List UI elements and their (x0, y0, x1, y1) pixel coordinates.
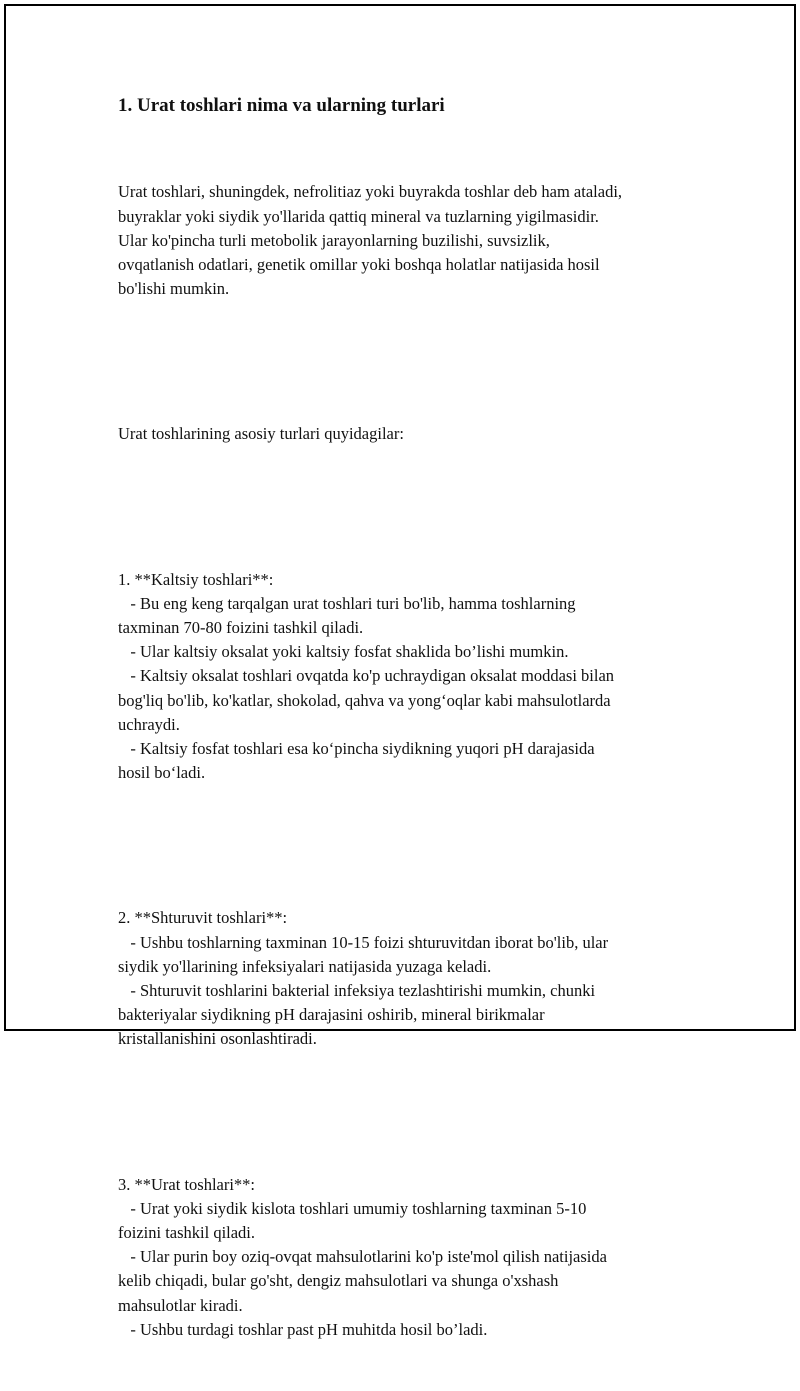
document-title: 1. Urat toshlari nima va ularning turlari (118, 95, 445, 116)
section-calcium-stones: 1. **Kaltsiy toshlari**: - Bu eng keng tarqalgan urat toshlari turi bo'lib, hamma toshlarning taxminan 70-80 foizini tashkil qiladi. - Ular kaltsiy oksalat yoki kaltsiy fosfat shaklida bo’lishi mumkin. - Kaltsiy oksalat toshlari ovqatda ko'p uchraydigan oksalat moddasi bilan bog'liq bo'lib, ko'katlar, shokolad, qahva va yong‘oqlar kabi mahsulotlarda uchraydi. - Kaltsiy fosfat toshlari esa ko‘pincha siydikning yuqori pH darajasida hosil bo‘ladi. (118, 569, 615, 783)
section-urate-stones: 3. **Urat toshlari**: - Urat yoki siydik kislota toshlari umumiy toshlarning taxminan 5-10 foizini tashkil qiladi. - Ular purin boy oziq-ovqat mahsulotlarini ko'p iste'mol qilish natijasida kelib chiqadi, bular go'sht, dengiz mahsulotlari va shunga o'xshash mahsulotlar kiradi. - Ushbu turdagi toshlar past pH muhitda hosil bo’ladi. (118, 1174, 607, 1339)
document-body (118, 92, 718, 1391)
blank-line (118, 350, 718, 374)
types-heading: Urat toshlarining asosiy turlari quyidagilar: (118, 424, 404, 444)
section-struvite-stones: 2. **Shturuvit toshlari**: - Ushbu toshlarning taxminan 10-15 foizi shturuvitdan iborat bo'lib, ular siydik yo'llarining infeksiyalari natijasida yuzaga keladi. - Shturuvit toshlarini bakterial infeksiya tezlashtirishi mumkin, chunki bakteriyalar siydikning pH darajasini oshirib, mineral birikmalar kristallanishini osonlashtiradi. (118, 908, 609, 1049)
blank-line (118, 1100, 718, 1124)
intro-paragraph: Urat toshlari, shuningdek, nefrolitiaz yoki buyrakda toshlar deb ham ataladi, buyraklar yoki siydik yo'llarida qattiq mineral va tuzlarning yigilmasidir. Ular ko'pincha turli metobolik jarayonlarning buzilishi, suvsizlik, ovqatlanish odatlari, genetik omillar yoki boshqa holatlar natijasida hosil bo'lishi mumkin. (118, 182, 623, 299)
blank-line (118, 495, 718, 519)
document-text (118, 132, 718, 1391)
blank-line (118, 834, 718, 858)
